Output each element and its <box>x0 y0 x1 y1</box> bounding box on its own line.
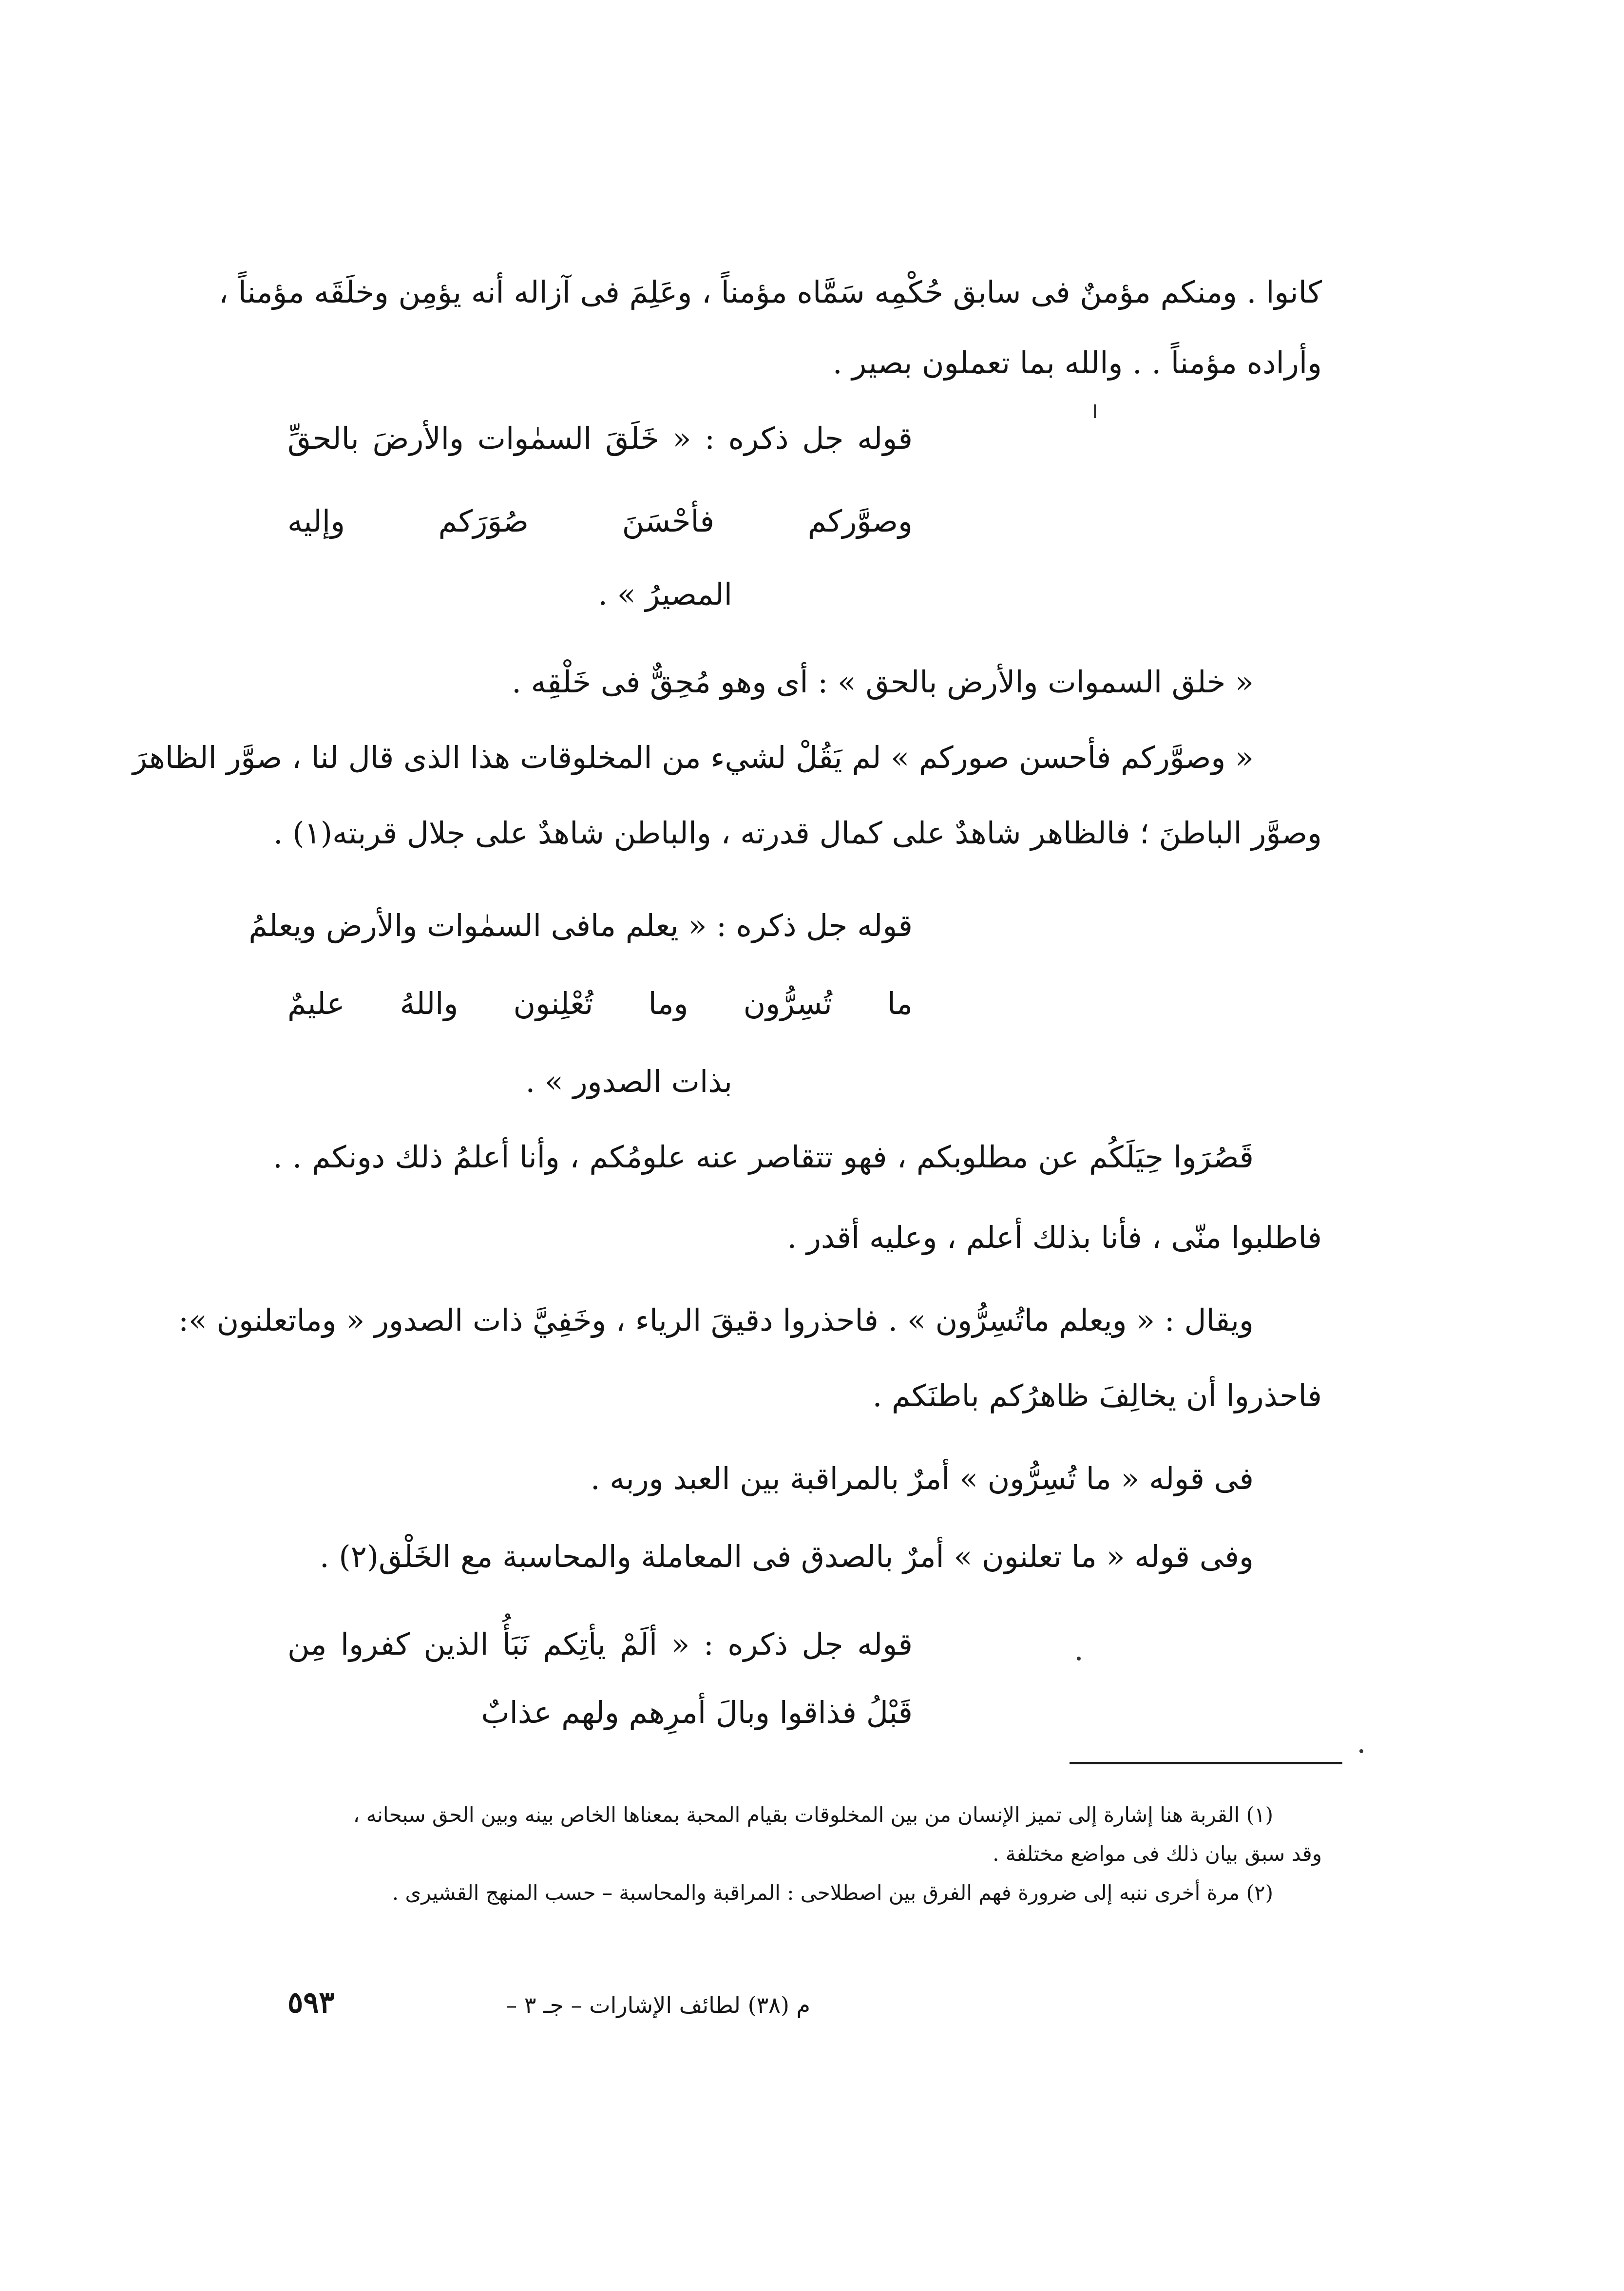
verse-line-5: ما تُسِرُّون وما تُعْلِنون واللهُ عليمٌ <box>287 986 913 1021</box>
scan-mark <box>1094 404 1096 418</box>
body-line-2: وأراده مؤمناً . . والله بما تعملون بصير . <box>832 345 1322 381</box>
body-line-15: فاحذروا أن يخالِفَ ظاهرُكم باطنَكم . <box>872 1378 1322 1413</box>
verse-line-6: بذات الصدور » . <box>525 1064 732 1099</box>
body-line-14: ويقال : « ويعلم ماتُسِرُّون » . فاحذروا دقيقَ الرياء ، وخَفِيَّ ذات الصدور « وماتعلنون »: <box>178 1302 1254 1338</box>
body-line-1: كانوا . ومنكم مؤمنٌ فى سابق حُكْمِه سَمَّاه مؤمناً ، وعَلِمَ فى آزاله أنه يؤمِن وخلَقَه مؤمناً ، <box>218 274 1322 310</box>
verse-line-7: قوله جل ذكره : « ألَمْ يأتِكم نَبَأُ الذين كفروا مِن <box>287 1626 913 1662</box>
verse-line-3: المصيرُ » . <box>598 576 732 612</box>
body-line-13: فاطلبوا منّى ، فأنا بذلك أعلم ، وعليه أقدر . <box>787 1220 1322 1255</box>
body-line-12: قَصُرَوا حِيَلَكُم عن مطلوبكم ، فهو تتقاصر عنه علومُكم ، وأنا أعلمُ ذلك دونكم . . <box>273 1139 1254 1175</box>
body-line-17: وفى قوله « ما تعلنون » أمرٌ بالصدق فى المعاملة والمحاسبة مع الخَلْق(٢) . <box>319 1539 1254 1574</box>
body-line-16: فى قوله « ما تُسِرُّون » أمرٌ بالمراقبة بين العبد وربه . <box>590 1461 1254 1496</box>
page-number: ٥٩٣ <box>287 1986 335 2020</box>
footnote-rule <box>1070 1762 1342 1764</box>
body-line-7: « وصوَّركم فأحسن صوركم » لم يَقُلْ لشيء من المخلوقات هذا الذى قال لنا ، صوَّر الظاهرَ <box>133 740 1254 775</box>
footnote-2: (٢) مرة أخرى ننبه إلى ضرورة فهم الفرق بين اصطلاحى : المراقبة والمحاسبة – حسب المنهج القشيرى . <box>392 1881 1273 1905</box>
verse-line-2: وصوَّركم فأحْسَنَ صُوَرَكم وإليه <box>287 503 913 539</box>
verse-line-4: قوله جل ذكره : « يعلم مافى السمٰوات والأرض ويعلمُ <box>248 908 913 943</box>
body-line-6: « خلق السموات والأرض بالحق » : أى وهو مُحِقٌّ فى خَلْقِه . <box>512 664 1254 700</box>
scan-mark <box>1359 1749 1363 1753</box>
footnote-1-line-2: وقد سبق بيان ذلك فى مواضع مختلفة . <box>993 1842 1322 1866</box>
running-footer: م (٣٨) لطائف الإشارات – جـ ٣ – <box>506 1992 810 2018</box>
footnote-1-line-1: (١) القربة هنا إشارة إلى تميز الإنسان من بين المخلوقات بقيام المحبة بمعناها الخاص بينه وبين الحق سبحانه ، <box>353 1803 1273 1827</box>
verse-line-8: قَبْلُ فذاقوا وبالَ أمرِهم ولهم عذابٌ <box>481 1695 913 1730</box>
body-line-8: وصوَّر الباطنَ ؛ فالظاهر شاهدٌ على كمال قدرته ، والباطن شاهدٌ على جلال قربته(١) . <box>273 815 1322 851</box>
verse-line-1: قوله جل ذكره : « خَلَقَ السمٰوات والأرضَ بالحقِّ <box>287 420 913 456</box>
scan-mark <box>1077 1657 1081 1661</box>
